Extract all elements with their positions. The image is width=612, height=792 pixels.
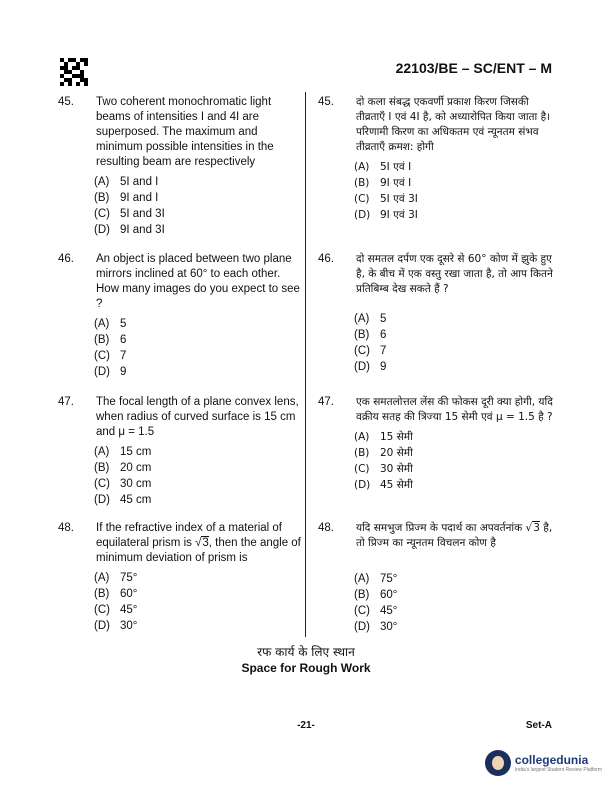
option-d: (D) 45 सेमी [354,479,413,491]
question-number: 47. [318,396,334,408]
option-c: (C) 30 cm [94,478,152,490]
options [94,174,303,238]
brand-name: collegedunia [514,753,589,767]
option-a: (A) 5I एवं I [354,161,412,173]
options [354,571,554,635]
question-number: 45. [318,96,334,108]
question-text: दो समतल दर्पण एक दूसरे से 60° कोण में झुके हुए है, के बीच में एक वस्तु रखा जाता है, तो आप कितने प्रतिबिम्ब देख सकते हैं ? [356,253,553,295]
question-number: 45. [58,96,74,108]
option-c: (C) 30 सेमी [354,463,413,475]
option-d: (D) 9I एवं 3I [354,209,418,221]
question-text: एक समतलोत्तल लेंस की फोकस दूरी क्या होगी, यदि वक्रीय सतह की त्रिज्या 15 सेमी एवं μ = 1.5 है ? [356,396,553,423]
question-45-hi [318,95,554,223]
options [354,311,554,375]
page-number: -21- [297,720,315,731]
option-a: (A) 75° [94,572,138,584]
question-46-en [58,252,303,380]
option-c: (C) 7 [354,345,387,357]
option-d: (D) 9 [354,361,387,373]
brand-tagline: India's largest Student Review Platform [514,767,602,773]
option-a: (A) 5I and I [94,176,159,188]
paper-code: 22103/BE – SC/ENT – M [395,60,552,76]
option-d: (D) 9 [94,366,127,378]
question-47-hi [318,395,554,493]
options [94,316,303,380]
option-a: (A) 5 [354,313,387,325]
option-b: (B) 6 [354,329,387,341]
sqrt-value: 3 [533,522,540,534]
options [94,570,303,634]
option-a: (A) 5 [94,318,127,330]
question-number: 47. [58,396,74,408]
sqrt-value: 3 [202,537,209,549]
qr-code [60,58,88,86]
option-c: (C) 5I and 3I [94,208,165,220]
question-text: दो कला संबद्ध एकवर्णी प्रकाश किरण जिसकी तीव्रताएँ I एवं 4I है, को अध्यारोपित किया जाता है। परिणामी किरण का अधिकतम एवं न्यूनतम संभव तीव्रताएँ क्रमश: होगी [356,96,551,153]
question-text: यदि समभुज प्रिज्म के पदार्थ का अपवर्तनांक √3 है, तो प्रिज्म का न्यूनतम विचलन कोण है [356,522,553,549]
question-48-en [58,521,303,634]
option-d: (D) 30° [354,621,398,633]
option-b: (B) 9I and I [94,192,159,204]
option-a: (A) 15 सेमी [354,431,413,443]
question-number: 48. [58,522,74,534]
option-b: (B) 20 सेमी [354,447,413,459]
option-b: (B) 60° [94,588,138,600]
question-text: Two coherent monochromatic light beams of intensities I and 4I are superposed. The maximum and minimum possible intensities in the resulting beam are respectively [96,96,274,168]
question-number: 46. [318,253,334,265]
option-d: (D) 9I and 3I [94,224,165,236]
question-text: If the refractive index of a material of equilateral prism is √3, then the angle of minimum deviation of prism is [96,522,301,564]
option-b: (B) 6 [94,334,127,346]
question-number: 46. [58,253,74,265]
option-d: (D) 45 cm [94,494,152,506]
option-c: (C) 5I एवं 3I [354,193,418,205]
options [94,444,303,508]
option-b: (B) 9I एवं I [354,177,412,189]
option-b: (B) 20 cm [94,462,152,474]
question-text: The focal length of a plane convex lens, when radius of curved surface is 15 cm and μ = 1.5 [96,396,299,438]
question-47-en [58,395,303,508]
question-46-hi [318,252,554,375]
option-d: (D) 30° [94,620,138,632]
option-a: (A) 75° [354,573,398,585]
option-a: (A) 15 cm [94,446,152,458]
collegedunia-logo [485,750,602,776]
options [354,429,554,493]
option-c: (C) 7 [94,350,127,362]
rough-work-label-hindi: रफ कार्य के लिए स्थान [257,645,355,659]
options [354,159,554,223]
rough-work-label: Space for Rough Work [241,661,371,675]
column-divider [305,92,306,637]
question-48-hi [318,521,554,635]
option-c: (C) 45° [94,604,138,616]
option-b: (B) 60° [354,589,398,601]
question-45-en [58,95,303,238]
option-c: (C) 45° [354,605,398,617]
set-label: Set-A [525,720,552,731]
student-avatar-icon [485,750,511,776]
question-number: 48. [318,522,334,534]
question-text: An object is placed between two plane mirrors inclined at 60° to each other. How many images do you expect to see ? [96,253,300,310]
